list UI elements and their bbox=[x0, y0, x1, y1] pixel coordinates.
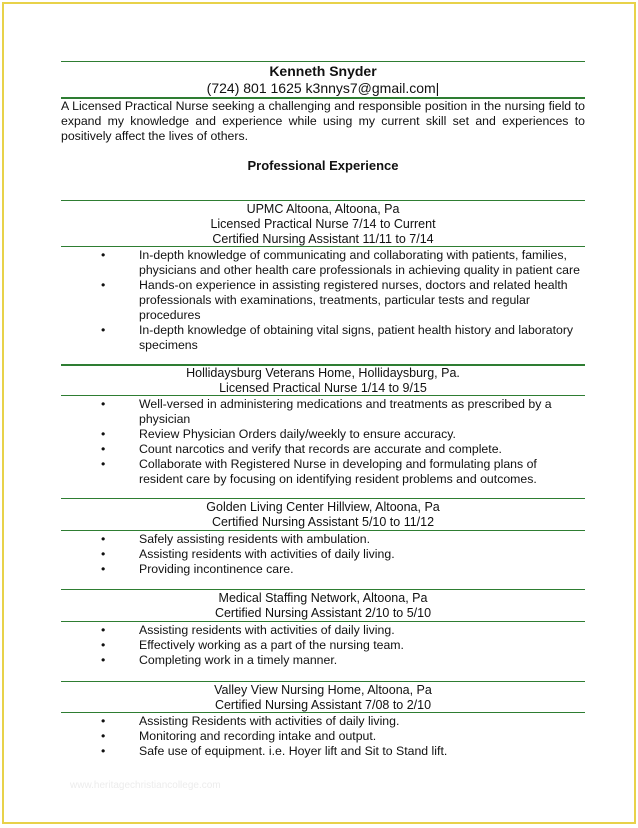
list-item: • Assisting residents with activities of daily living. bbox=[101, 547, 395, 561]
bullet-icon: • bbox=[101, 653, 106, 667]
bullet-icon: • bbox=[101, 547, 106, 561]
bullet-icon: • bbox=[101, 248, 106, 262]
job-bullet-list bbox=[61, 623, 585, 668]
list-item: • In-depth knowledge of communicating and collaborating with patients, families, physicians and other health care professionals in achieving quality in patient care bbox=[101, 248, 580, 277]
job-title: Certified Nursing Assistant 2/10 to 5/10 bbox=[214, 606, 432, 620]
job-employer: Valley View Nursing Home, Altoona, Pa bbox=[214, 683, 432, 697]
job-title: Certified Nursing Assistant 11/11 to 7/14 bbox=[212, 232, 434, 246]
bullet-icon: • bbox=[101, 729, 106, 743]
list-item: • Effectively working as a part of the nursing team. bbox=[101, 638, 404, 652]
list-item: • Providing incontinence care. bbox=[101, 562, 294, 576]
job-bullet-list bbox=[61, 532, 585, 577]
job-employer: Golden Living Center Hillview, Altoona, Pa bbox=[206, 500, 440, 514]
job-rule bbox=[61, 395, 585, 396]
job-employer: Hollidaysburg Veterans Home, Hollidaysburg, Pa. bbox=[186, 366, 460, 380]
bullet-icon: • bbox=[101, 278, 106, 292]
bullet-icon: • bbox=[101, 427, 106, 441]
bullet-icon: • bbox=[101, 397, 106, 411]
job-employer: Medical Staffing Network, Altoona, Pa bbox=[218, 591, 428, 605]
job-rule bbox=[61, 530, 585, 531]
candidate-name: Kenneth Snyder bbox=[269, 63, 377, 79]
resume-page bbox=[2, 2, 636, 824]
list-item: • Hands-on experience in assisting registered nurses, doctors and related health professionals with examinations, treatments, particular tests and regular procedures bbox=[101, 278, 568, 322]
bullet-icon: • bbox=[101, 623, 106, 637]
section-heading: Professional Experience bbox=[247, 158, 399, 173]
job-rule bbox=[61, 712, 585, 713]
list-item: • Safely assisting residents with ambulation. bbox=[101, 532, 371, 546]
job-bullet-list bbox=[61, 714, 585, 759]
list-item: • In-depth knowledge of obtaining vital signs, patient health history and laboratory specimens bbox=[101, 323, 574, 352]
job-bullet-list bbox=[61, 248, 585, 353]
list-item: • Completing work in a timely manner. bbox=[101, 653, 338, 667]
bullet-icon: • bbox=[101, 457, 106, 471]
contact-info: (724) 801 1625 k3nnys7@gmail.com| bbox=[206, 80, 440, 96]
job-employer: UPMC Altoona, Altoona, Pa bbox=[246, 202, 400, 216]
list-item: • Well-versed in administering medications and treatments as prescribed by a physician bbox=[101, 397, 552, 426]
job-rule bbox=[61, 200, 585, 201]
job-title: Certified Nursing Assistant 5/10 to 11/12 bbox=[211, 515, 435, 529]
list-item: • Collaborate with Registered Nurse in developing and formulating plans of resident care by focusing on identifying resident problems and outcomes. bbox=[101, 457, 537, 486]
header-top-rule bbox=[61, 61, 585, 62]
list-item: • Monitoring and recording intake and output. bbox=[101, 729, 377, 743]
list-item: • Assisting Residents with activities of daily living. bbox=[101, 714, 400, 728]
job-rule bbox=[61, 589, 585, 590]
job-rule bbox=[61, 246, 585, 247]
list-item: • Count narcotics and verify that records are accurate and complete. bbox=[101, 442, 502, 456]
watermark: www.heritagechristiancollege.com bbox=[70, 780, 221, 791]
list-item: • Safe use of equipment. i.e. Hoyer lift and Sit to Stand lift. bbox=[101, 744, 448, 758]
job-bullet-list bbox=[61, 397, 585, 487]
job-title: Licensed Practical Nurse 7/14 to Current bbox=[210, 217, 436, 231]
job-title: Licensed Practical Nurse 1/14 to 9/15 bbox=[219, 381, 427, 395]
bullet-icon: • bbox=[101, 744, 106, 758]
bullet-icon: • bbox=[101, 562, 106, 576]
job-title: Certified Nursing Assistant 7/08 to 2/10 bbox=[214, 698, 432, 712]
job-rule bbox=[61, 681, 585, 682]
objective-text: A Licensed Practical Nurse seeking a challenging and responsible position in the nursing field to expand my knowledge and experience while using my current skill set and experiences to positively affect the lives of others. bbox=[61, 99, 585, 143]
list-item: • Assisting residents with activities of daily living. bbox=[101, 623, 395, 637]
list-item: • Review Physician Orders daily/weekly to ensure accuracy. bbox=[101, 427, 456, 441]
job-rule bbox=[61, 621, 585, 622]
bullet-icon: • bbox=[101, 532, 106, 546]
bullet-icon: • bbox=[101, 442, 106, 456]
job-rule bbox=[61, 498, 585, 499]
bullet-icon: • bbox=[101, 638, 106, 652]
bullet-icon: • bbox=[101, 323, 106, 337]
bullet-icon: • bbox=[101, 714, 106, 728]
